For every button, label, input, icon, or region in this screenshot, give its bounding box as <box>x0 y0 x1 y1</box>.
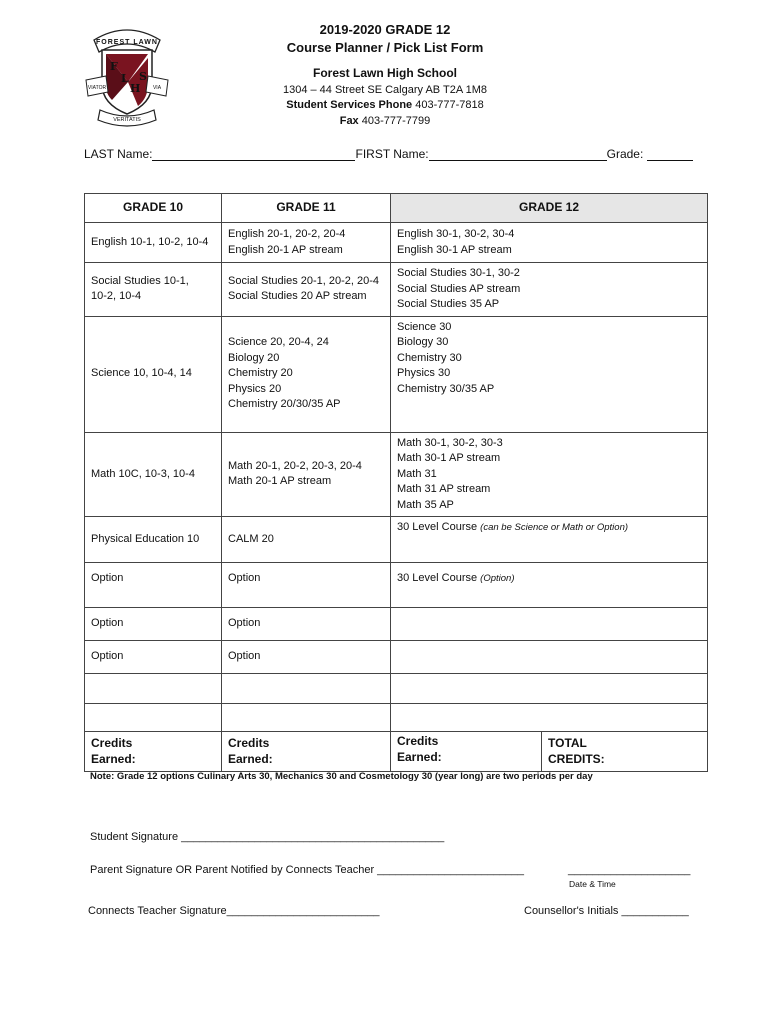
cell-g11: English 20-1, 20-2, 20-4 English 20-1 AP stream <box>222 223 391 263</box>
phone-label: Student Services Phone <box>286 99 413 111</box>
cell-g12: Math 30-1, 30-2, 30-3 Math 30-1 AP stream Math 31 Math 31 AP stream Math 35 AP <box>391 432 708 517</box>
cell-g10: Physical Education 10 <box>85 517 222 563</box>
svg-text:FOREST LAWN: FOREST LAWN <box>96 39 158 46</box>
cell-g12: 30 Level Course (Option) <box>391 563 708 608</box>
science-math-note: (can be Science or Math or Option) <box>480 522 629 533</box>
last-name-field[interactable] <box>152 148 355 161</box>
table-row <box>85 608 708 641</box>
name-row <box>84 147 693 161</box>
cell-g11: Math 20-1, 20-2, 20-3, 20-4 Math 20-1 AP stream <box>222 432 391 517</box>
cell-g12[interactable] <box>391 608 708 641</box>
cell-g10: Option <box>85 641 222 674</box>
school-phone <box>200 99 570 111</box>
cell-g12: 30 Level Course (can be Science or Math or Option) <box>391 517 708 563</box>
svg-text:L: L <box>121 72 129 85</box>
cell-g10: Math 10C, 10-3, 10-4 <box>85 432 222 517</box>
school-address: 1304 – 44 Street SE Calgary AB T2A 1M8 <box>282 84 488 96</box>
credits-g11: Credits Earned: <box>222 732 391 772</box>
header-grade-10: GRADE 10 <box>85 194 222 223</box>
cell-g12: Social Studies 30-1, 30-2 Social Studies AP stream Social Studies 35 AP <box>391 263 708 317</box>
counsellor-initials[interactable]: Counsellor's Initials ___________ <box>524 905 689 917</box>
cell-g12: English 30-1, 30-2, 30-4 English 30-1 AP stream <box>391 223 708 263</box>
student-signature[interactable]: Student Signature ___________________________________________ <box>90 831 445 843</box>
cell-g10: Science 10, 10-4, 14 <box>85 316 222 432</box>
cell-g11[interactable] <box>222 674 391 704</box>
credits-g10: Credits Earned: <box>85 732 222 772</box>
cell-g11: Social Studies 20-1, 20-2, 20-4 Social Studies 20 AP stream <box>222 263 391 317</box>
credits-row <box>85 732 708 772</box>
table-row <box>85 704 708 732</box>
form-title: 2019-2020 GRADE 12 <box>319 22 451 37</box>
cell-g10[interactable] <box>85 704 222 732</box>
table-row <box>85 517 708 563</box>
school-crest-logo <box>82 22 172 127</box>
table-header-row <box>85 194 708 223</box>
date-field[interactable]: ____________________ <box>568 864 691 876</box>
svg-text:VERITATIS: VERITATIS <box>113 117 141 123</box>
header-grade-12: GRADE 12 <box>391 194 708 223</box>
cell-g12[interactable] <box>391 674 708 704</box>
cell-g12[interactable] <box>391 641 708 674</box>
course-table <box>84 193 708 772</box>
cell-g11[interactable] <box>222 704 391 732</box>
svg-text:S: S <box>139 70 147 83</box>
total-credits: TOTAL CREDITS: <box>542 732 708 772</box>
cell-g11: Option <box>222 563 391 608</box>
table-row <box>85 641 708 674</box>
table-row <box>85 263 708 317</box>
option-note: (Option) <box>480 573 515 584</box>
school-fax <box>200 115 570 127</box>
phone-number: 403-777-7818 <box>415 99 484 111</box>
svg-text:VIATOR: VIATOR <box>87 85 107 91</box>
fax-number: 403-777-7799 <box>361 115 431 127</box>
table-row <box>85 674 708 704</box>
cell-g11: CALM 20 <box>222 517 391 563</box>
cell-g11: Option <box>222 641 391 674</box>
cell-g10: Option <box>85 608 222 641</box>
cell-g11: Science 20, 20-4, 24 Biology 20 Chemistry 20 Physics 20 Chemistry 20/30/35 AP <box>222 316 391 432</box>
table-row <box>85 316 708 432</box>
form-subtitle: Course Planner / Pick List Form <box>286 40 484 55</box>
table-row <box>85 563 708 608</box>
cell-g10: English 10-1, 10-2, 10-4 <box>85 223 222 263</box>
svg-text:VIA: VIA <box>152 85 162 91</box>
grade-label: Grade: <box>606 147 644 161</box>
table-row <box>85 223 708 263</box>
connects-teacher-signature[interactable]: Connects Teacher Signature_________________________ <box>88 905 380 917</box>
periods-note: Note: Grade 12 options Culinary Arts 30, Mechanics 30 and Cosmetology 30 (year long) are two periods per day <box>90 771 593 782</box>
svg-text:F: F <box>110 60 118 73</box>
cell-g12[interactable] <box>391 704 708 732</box>
school-name: Forest Lawn High School <box>312 66 457 80</box>
cell-g10: Option <box>85 563 222 608</box>
cell-g10[interactable] <box>85 674 222 704</box>
parent-signature[interactable]: Parent Signature OR Parent Notified by Connects Teacher ________________________ <box>90 864 525 876</box>
grade-field[interactable] <box>647 148 693 161</box>
cell-g11: Option <box>222 608 391 641</box>
fax-label: Fax <box>339 115 359 127</box>
credits-g12: Credits Earned: <box>391 732 542 772</box>
cell-g10: Social Studies 10-1, 10-2, 10-4 <box>85 263 222 317</box>
header-grade-11: GRADE 11 <box>222 194 391 223</box>
first-name-label: FIRST Name: <box>355 147 429 161</box>
cell-g12: Science 30 Biology 30 Chemistry 30 Physics 30 Chemistry 30/35 AP <box>391 316 708 432</box>
svg-text:H: H <box>130 82 141 95</box>
last-name-label: LAST Name: <box>84 147 153 161</box>
date-label: Date & Time <box>569 879 616 889</box>
first-name-field[interactable] <box>429 148 607 161</box>
table-row <box>85 432 708 517</box>
